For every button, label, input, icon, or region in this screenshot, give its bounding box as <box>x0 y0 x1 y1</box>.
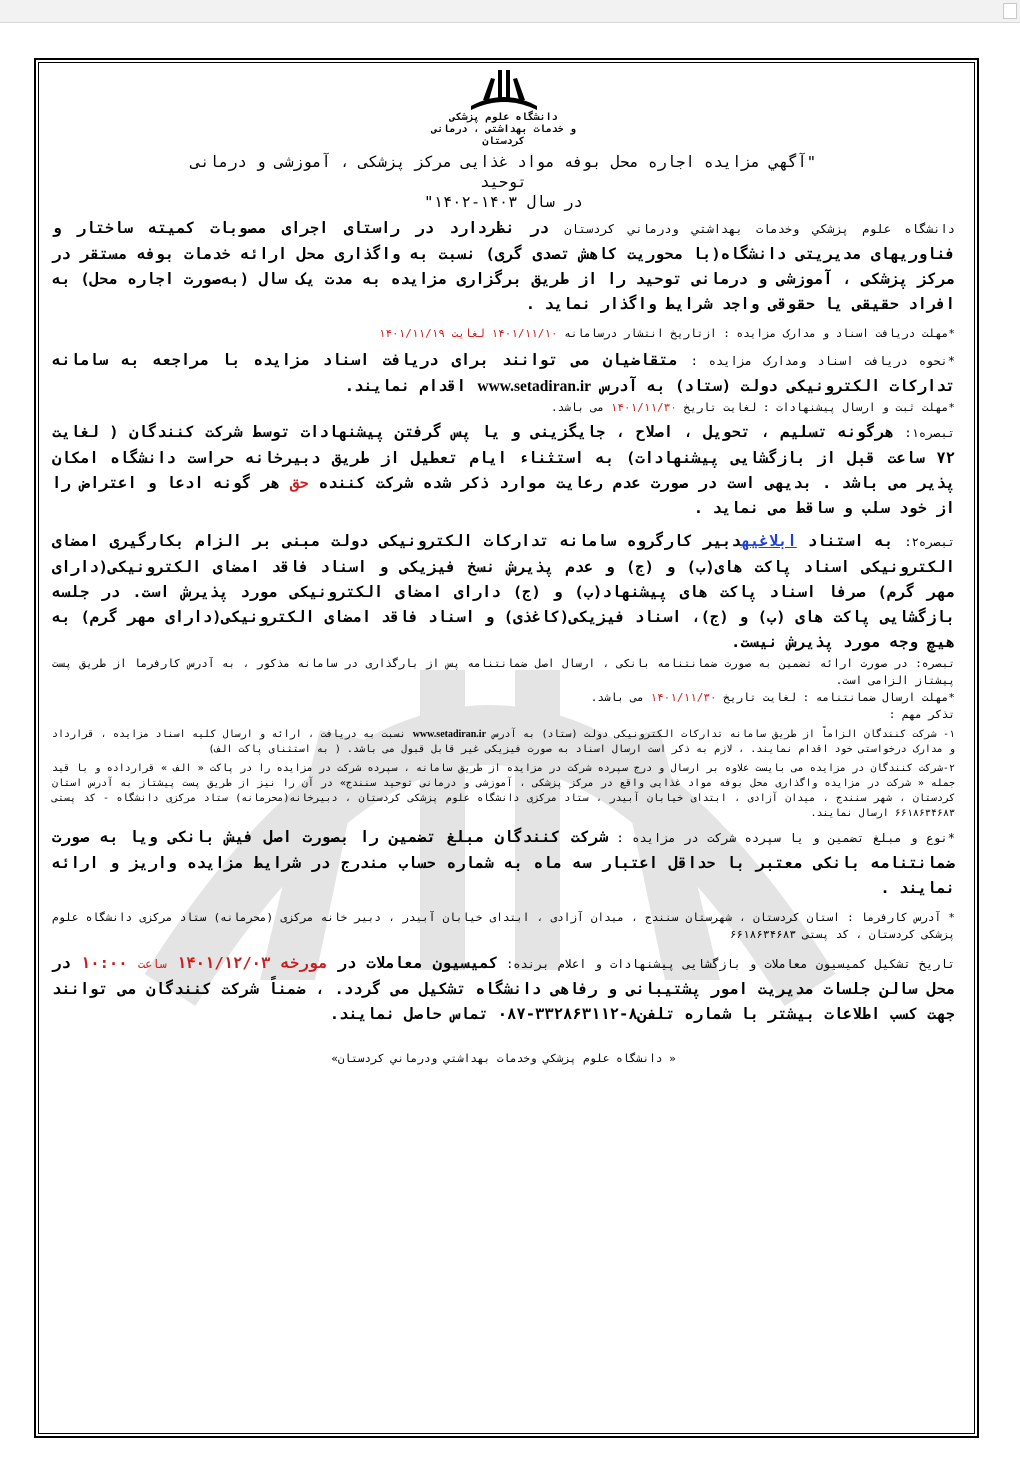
note2-label: تبصره۲: <box>904 535 955 549</box>
employer-address-label: * آدرس کارفرما : <box>839 911 955 924</box>
note1-label: تبصره۱: <box>904 426 955 440</box>
important-item1 <box>52 727 955 757</box>
commission-date: ۱۴۰۱/۱۲/۰۳ <box>166 954 281 972</box>
note1-text1: هرگونه تسلیم ، تحویل ، اصلاح ، جایگزینی و یا پس گرفتن پیشنهادات توسط شرکت کنندگان ( لغایت ۷۲ ساعت قبل از بازگشایی پیشنهادات) به استثناء ایام تعطیل از طریق دبیرخانه حراست دانشگاه امکان پذیر می باشد . بدیهی است در صورت عدم رعایت موارد ذکر شده شرکت کننده <box>52 423 956 492</box>
commission-time: ۱۰:۰۰ <box>70 954 138 972</box>
footer-signature: « دانشگاه علوم پزشکي وخدمات بهداشتي ودرماني کردستان» <box>331 1052 676 1065</box>
guarantee-deadline-tail: می باشد. <box>590 691 644 704</box>
how-to-get-text: متقاضیان می توانند برای دریافت اسناد مزایده با مراجعه به سامانه تدارکات الکترونیکی دولت (ستاد) به آدرس <box>52 351 955 395</box>
guarantee-deadline <box>52 689 955 706</box>
title-line1: "آگهي مزايده اجاره محل بوفه مواد غذايی مرکز پزشکی ، آموزشی و درمانی <box>190 153 817 171</box>
note2-text1: به استناد <box>796 532 894 550</box>
important-item1-b: نسبت به دریافت ، ارائه و ارسال کلیه اسناد مزایده ، قرارداد و مدارک درخواستی خود اقدام نمایند. ، لازم به ذکر است ارسال اسناد به صورت فیزیکی غیر قابل قبول می باشد. ( به استثنای پاکت الف) <box>52 729 955 755</box>
note2-paragraph <box>52 529 955 655</box>
important-item1-a: ۱- شرکت کنندگان الزاماً از طریق سامانه تدارکات الکترونیکی دولت (ستاد) به آدرس <box>486 729 955 740</box>
university-name <box>52 112 955 148</box>
guarantee-label: *نوع و مبلغ تضمین و یا سپرده شرکت در مزایده : <box>607 831 955 845</box>
submit-deadline-date: ۱۴۰۱/۱۱/۳۰ <box>610 401 677 414</box>
note1-highlight: حق <box>290 474 309 492</box>
note3-paragraph <box>52 655 955 689</box>
guarantee-deadline-label: *مهلت ارسال ضمانتنامه : لغایت تاریخ <box>716 691 955 704</box>
submit-deadline <box>52 399 955 416</box>
docs-deadline-dates: ۱۴۰۱/۱۱/۱۰ لغایت ۱۴۰۱/۱۱/۱۹ <box>378 327 558 340</box>
intro-lead: دانشگاه علوم پزشکي وخدمات بهداشتي ودرماني کردستان <box>564 222 955 236</box>
university-name-line1: دانشگاه علوم پزشکی <box>449 112 558 123</box>
note3-text: تبصره: در صورت ارائه تضمین به صورت ضمانتنامه بانکی ، ارسال اصل ضمانتنامه پس از بارگذاری در سامانه مذکور ، به آدرس کارفرما از طریق پست پیشتاز الزامی است. <box>52 657 955 687</box>
employer-address-text: استان کردستان ، شهرستان سنندج ، میدان آزادی ، ابتدای خیابان آبیدر ، دبیر خانه مرکزی (محرمانه) ستاد مرکزی دانشگاه علوم پزشکی کردستان ، کد پستی ۶۶۱۸۶۳۴۶۸۳ <box>52 911 955 941</box>
submit-deadline-label: *مهلت ثبت و ارسال پیشنهادات : لغایت تاریخ <box>676 401 955 414</box>
note1-text2: هر گونه ادعا و اعتراض را از خود سلب و ساقط می نماید . <box>52 474 955 517</box>
browser-scrollbar-strip <box>0 0 1020 23</box>
setad-site-link-2[interactable]: www.setadiran.ir <box>412 729 487 740</box>
employer-address <box>52 909 955 943</box>
title-line3: در سال ۱۴۰۳-۱۴۰۲" <box>424 193 583 211</box>
commission-paragraph <box>52 951 955 1027</box>
intro-paragraph <box>52 216 955 317</box>
important-item2: ۲-شرکت کنندگان در مزایده می بایست علاوه بر ارسال و درج سپرده شرکت در مزایده از طریق سامانه ، سپرده شرکت در مزایده را در پاکت « الف » قرارداده و با قید جمله « شرکت در مزایده واگذاری محل بوفه مواد غذایی واقع در مرکز پزشکی ، آموزشی و درمانی توحید سنندج» در آن را نیز از طریق پست پیشتاز به آدرس استان کردستان ، شهر سنندج ، میدان آزادی ، ابتدای خیابان آبیدر ، ستاد مرکزی دانشگاه علوم پزشکی کردستان ، دبیرخانه(محرمانه) ستاد مرکزی دانشگاه - کد پستی ۶۶۱۸۶۳۴۶۸۳ ارسال نمایند. <box>52 763 955 819</box>
commission-text2: در محل سالن جلسات مدیریت امور پشتیبانی و رفاهی دانشگاه تشکیل می گردد. ، ضمناً شرکت کنندگان می توانند جهت کسب اطلاعات بیشتر با شماره تلفن۸-۳۳۲۸۶۳۱۱۲-۰۸۷ تماس حاصل نمایند. <box>52 954 955 1023</box>
submit-deadline-tail: می باشد. <box>551 401 604 414</box>
how-to-get-docs <box>52 348 955 399</box>
how-to-get-label: *نحوه دریافت اسناد ومدارک مزایده : <box>690 354 955 368</box>
title-line2: توحيد <box>480 173 527 191</box>
docs-deadline <box>52 325 955 342</box>
commission-label: تاریخ تشکیل کمیسیون معاملات و بازگشایی پیشنهادات و اعلام برنده: <box>497 957 955 971</box>
commission-date-word: مورخه <box>280 954 328 972</box>
note2-text2: دبیر کارگروه سامانه تدارکات الکترونیکی دولت مبنی بر الزام بکارگیری امضای الکترونیکی اسناد پاکت های(ب) و (ج) و عدم پذیرش نسخ فیزیکی و اسناد فاقد امضای الکترونیکی(دارای مهر گرم) صرفا اسناد پاکت های پیشنهاد(ب) و (ج) دارای امضای الکترونیکی مورد پذیرش است. در جلسه بازگشایی پاکت های (ب) و (ج)، اسناد فیزیکی(کاغذی) و اسناد فاقد امضای الکترونیکی(دارای مهر گرم) به هیچ وجه مورد پذیرش نیست. <box>52 532 955 651</box>
docs-deadline-label: *مهلت دریافت اسناد و مدارک مزایده : ازتاریخ انتشار درسامانه <box>557 327 955 340</box>
guarantee-paragraph <box>52 825 955 901</box>
guarantee-text: شرکت کنندگان مبلغ تضمین را بصورت اصل فیش بانکی ویا به صورت ضمانتنامه بانکی معتبر با حداقل اعتبار سه ماه به شماره حساب مندرج در شرایط مزایده واریز و ارائه نمایند . <box>52 828 955 897</box>
setad-site-link[interactable]: www.setadiran.ir <box>477 378 592 395</box>
commission-text1: کمیسیون معاملات در <box>327 954 498 972</box>
commission-time-word: ساعت <box>137 957 167 971</box>
how-to-get-tail: اقدام نمایند. <box>344 377 467 395</box>
page-title <box>52 152 955 212</box>
notice-link[interactable]: ابلاغیه <box>740 532 797 550</box>
important-label: تذکر مهم : <box>888 708 955 721</box>
university-name-line2: و خدمات بهداشتی ، درمانی <box>431 124 576 135</box>
header-logo <box>52 66 955 110</box>
announcement-body <box>52 66 955 1067</box>
intro-text: در نظردارد در راستای اجرای مصوبات کمیته ساختار و فناوریهای مدیریتی دانشگاه(با محوریت کاهش تصدی گری) نسبت به واگذاری محل ارائه خدمات بوفه مستقر در مرکز پزشکی ، آموزشی و درمانی توحید را از طریق برگزاری مزایده به مدت یک سال (به‌صورت اجاره محل) به افراد حقیقی یا حقوقی واجد شرایط واگذار نماید . <box>52 219 955 313</box>
note1-paragraph <box>52 420 955 521</box>
scrollbar-thumb[interactable] <box>1003 3 1017 19</box>
university-logo-icon <box>469 66 539 110</box>
university-name-line3: کردستان <box>482 136 525 147</box>
guarantee-deadline-date: ۱۴۰۱/۱۱/۳۰ <box>650 691 717 704</box>
